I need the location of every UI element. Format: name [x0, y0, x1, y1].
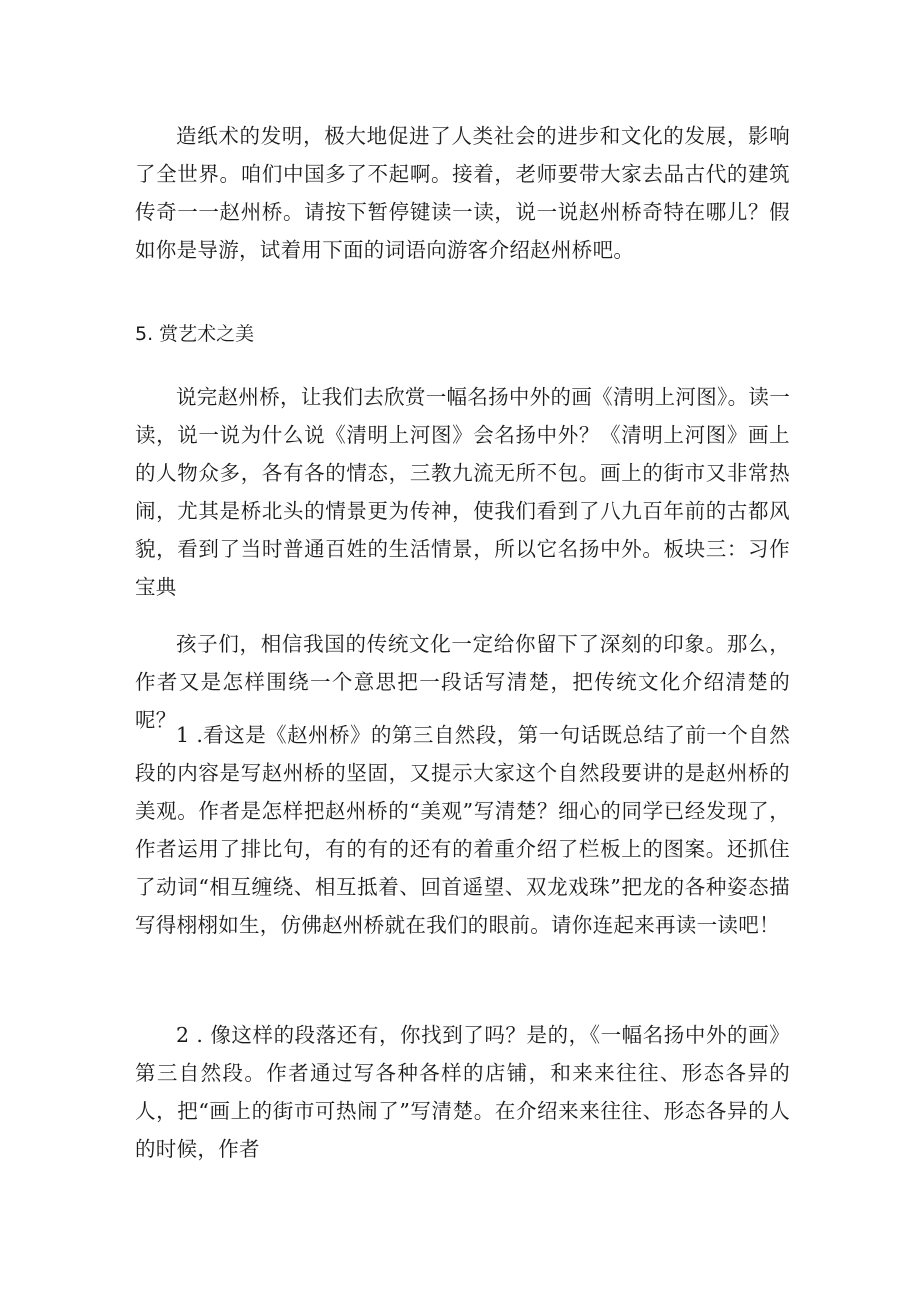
- paragraph-qingming-painting: 说完赵州桥，让我们去欣赏一幅名扬中外的画《清明上河图》。读一读，说一说为什么说《清明上河图》会名扬中外？《清明上河图》画上的人物众多，各有各的情态，三教九流无所不包。画上的街市又非常热闹，尤其是桥北头的情景更为传神，使我们看到了八九百年前的古都风貌，看到了当时普通百姓的生活情景，所以它名扬中外。板块三：习作宝典: [135, 385, 790, 599]
- paragraph-similar-passages: 2 . 像这样的段落还有，你找到了吗？是的，《一幅名扬中外的画》第三自然段。作者通过写各种各样的店铺，和来来往往、形态各异的人，把“画上的街市可热闹了”写清楚。在介绍来来往往、形态各异的人的时候，作者: [135, 1023, 790, 1161]
- section-heading-art: 5. 赏艺术之美: [135, 323, 255, 345]
- paragraph-zhaozhou-bridge-analysis: 1 .看这是《赵州桥》的第三自然段，第一句话既总结了前一个自然段的内容是写赵州桥的坚固，又提示大家这个自然段要讲的是赵州桥的美观。作者是怎样把赵州桥的“美观”写清楚？细心的同学已经发现了，作者运用了排比句，有的有的还有的着重介绍了栏板上的图案。还抓住了动词“相互缠绕、相互抵着、回首遥望、双龙戏珠”把龙的各种姿态描写得栩栩如生，仿佛赵州桥就在我们的眼前。请你连起来再读一读吧！: [135, 723, 790, 937]
- paragraph-traditional-culture: 孩子们，相信我国的传统文化一定给你留下了深刻的印象。那么，作者又是怎样围绕一个意思把一段话写清楚，把传统文化介绍清楚的呢？: [135, 632, 790, 732]
- paragraph-papermaking: 造纸术的发明，极大地促进了人类社会的进步和文化的发展，影响了全世界。咱们中国多了不起啊。接着，老师要带大家去品古代的建筑传奇一一赵州桥。请按下暂停键读一读，说一说赵州桥奇特在哪儿？假如你是导游，试着用下面的词语向游客介绍赵州桥吧。: [135, 124, 790, 262]
